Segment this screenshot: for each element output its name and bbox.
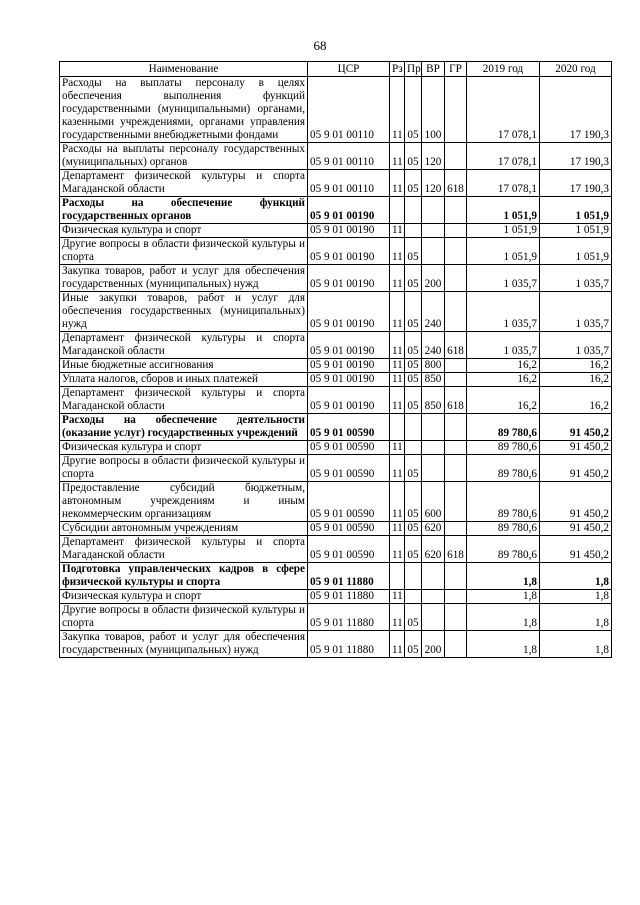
cell-name: Расходы на обеспечение функций государственных органов bbox=[60, 197, 308, 224]
cell-2019: 17 078,1 bbox=[467, 77, 540, 143]
cell-2019: 1 051,9 bbox=[467, 238, 540, 265]
cell-vr bbox=[422, 224, 445, 238]
cell-rz: 11 bbox=[390, 522, 405, 536]
cell-name: Закупка товаров, работ и услуг для обеспечения государственных (муниципальных) нужд bbox=[60, 265, 308, 292]
cell-2020: 16,2 bbox=[540, 359, 612, 373]
cell-name: Физическая культура и спорт bbox=[60, 224, 308, 238]
cell-2020: 17 190,3 bbox=[540, 77, 612, 143]
cell-vr: 100 bbox=[422, 77, 445, 143]
cell-vr: 240 bbox=[422, 292, 445, 332]
header-csr: ЦСР bbox=[308, 62, 390, 77]
cell-2019: 89 780,6 bbox=[467, 482, 540, 522]
table-row bbox=[60, 563, 612, 590]
cell-2020: 1 051,9 bbox=[540, 238, 612, 265]
cell-rz bbox=[390, 414, 405, 441]
cell-rz: 11 bbox=[390, 482, 405, 522]
cell-name: Закупка товаров, работ и услуг для обеспечения государственных (муниципальных) нужд bbox=[60, 631, 308, 658]
cell-csr: 05 9 01 00190 bbox=[308, 387, 390, 414]
table-row bbox=[60, 482, 612, 522]
cell-csr: 05 9 01 00590 bbox=[308, 414, 390, 441]
cell-name: Расходы на обеспечение деятельности (оказание услуг) государственных учреждений bbox=[60, 414, 308, 441]
table-row bbox=[60, 332, 612, 359]
cell-pr: 05 bbox=[405, 522, 422, 536]
cell-pr bbox=[405, 563, 422, 590]
cell-gr: 618 bbox=[445, 170, 467, 197]
table-row bbox=[60, 604, 612, 631]
cell-2019: 1,8 bbox=[467, 563, 540, 590]
cell-csr: 05 9 01 00590 bbox=[308, 536, 390, 563]
cell-vr: 620 bbox=[422, 536, 445, 563]
cell-csr: 05 9 01 00190 bbox=[308, 359, 390, 373]
page-number: 68 bbox=[313, 38, 327, 53]
cell-pr: 05 bbox=[405, 143, 422, 170]
cell-2019: 89 780,6 bbox=[467, 455, 540, 482]
cell-csr: 05 9 01 00190 bbox=[308, 224, 390, 238]
cell-pr: 05 bbox=[405, 332, 422, 359]
cell-vr bbox=[422, 563, 445, 590]
cell-name: Департамент физической культуры и спорта Магаданской области bbox=[60, 170, 308, 197]
cell-vr bbox=[422, 455, 445, 482]
cell-2020: 91 450,2 bbox=[540, 414, 612, 441]
cell-pr: 05 bbox=[405, 631, 422, 658]
cell-2020: 91 450,2 bbox=[540, 482, 612, 522]
cell-vr: 850 bbox=[422, 387, 445, 414]
cell-2020: 91 450,2 bbox=[540, 536, 612, 563]
cell-rz: 11 bbox=[390, 441, 405, 455]
cell-2020: 1,8 bbox=[540, 563, 612, 590]
cell-rz: 11 bbox=[390, 143, 405, 170]
cell-vr: 120 bbox=[422, 143, 445, 170]
cell-pr bbox=[405, 197, 422, 224]
table-row bbox=[60, 590, 612, 604]
cell-name: Расходы на выплаты персоналу государственных (муниципальных) органов bbox=[60, 143, 308, 170]
table-row bbox=[60, 441, 612, 455]
cell-name: Предоставление субсидий бюджетным, автономным учреждениям и иным некоммерческим организациям bbox=[60, 482, 308, 522]
cell-gr bbox=[445, 522, 467, 536]
cell-csr: 05 9 01 00590 bbox=[308, 455, 390, 482]
cell-rz: 11 bbox=[390, 590, 405, 604]
cell-rz: 11 bbox=[390, 631, 405, 658]
cell-gr: 618 bbox=[445, 536, 467, 563]
cell-2020: 17 190,3 bbox=[540, 143, 612, 170]
cell-2020: 1,8 bbox=[540, 590, 612, 604]
cell-csr: 05 9 01 00110 bbox=[308, 77, 390, 143]
cell-pr bbox=[405, 441, 422, 455]
cell-pr: 05 bbox=[405, 604, 422, 631]
header-vr: ВР bbox=[422, 62, 445, 77]
budget-table bbox=[59, 61, 612, 658]
cell-2020: 91 450,2 bbox=[540, 455, 612, 482]
cell-rz: 11 bbox=[390, 387, 405, 414]
cell-pr: 05 bbox=[405, 482, 422, 522]
cell-rz: 11 bbox=[390, 455, 405, 482]
cell-gr bbox=[445, 77, 467, 143]
cell-2019: 1 035,7 bbox=[467, 265, 540, 292]
cell-2020: 1 035,7 bbox=[540, 265, 612, 292]
table-row bbox=[60, 197, 612, 224]
cell-2019: 16,2 bbox=[467, 359, 540, 373]
cell-name: Субсидии автономным учреждениям bbox=[60, 522, 308, 536]
cell-2020: 16,2 bbox=[540, 373, 612, 387]
cell-gr bbox=[445, 373, 467, 387]
cell-gr bbox=[445, 441, 467, 455]
cell-2020: 1,8 bbox=[540, 604, 612, 631]
cell-2019: 17 078,1 bbox=[467, 170, 540, 197]
cell-rz: 11 bbox=[390, 170, 405, 197]
cell-gr bbox=[445, 224, 467, 238]
cell-csr: 05 9 01 11880 bbox=[308, 631, 390, 658]
table-row bbox=[60, 143, 612, 170]
cell-gr: 618 bbox=[445, 387, 467, 414]
cell-gr bbox=[445, 265, 467, 292]
cell-csr: 05 9 01 00190 bbox=[308, 197, 390, 224]
cell-rz: 11 bbox=[390, 332, 405, 359]
cell-2019: 89 780,6 bbox=[467, 522, 540, 536]
cell-vr: 240 bbox=[422, 332, 445, 359]
cell-csr: 05 9 01 00190 bbox=[308, 332, 390, 359]
cell-pr: 05 bbox=[405, 292, 422, 332]
cell-2019: 16,2 bbox=[467, 373, 540, 387]
cell-csr: 05 9 01 00190 bbox=[308, 238, 390, 265]
cell-rz bbox=[390, 563, 405, 590]
cell-pr: 05 bbox=[405, 387, 422, 414]
cell-name: Подготовка управленческих кадров в сфере физической культуры и спорта bbox=[60, 563, 308, 590]
cell-2020: 16,2 bbox=[540, 387, 612, 414]
cell-name: Иные бюджетные ассигнования bbox=[60, 359, 308, 373]
cell-gr bbox=[445, 455, 467, 482]
cell-2019: 1,8 bbox=[467, 631, 540, 658]
cell-vr bbox=[422, 414, 445, 441]
header-rz: Рз bbox=[390, 62, 405, 77]
cell-pr: 05 bbox=[405, 77, 422, 143]
cell-vr: 620 bbox=[422, 522, 445, 536]
cell-vr: 800 bbox=[422, 359, 445, 373]
cell-name: Департамент физической культуры и спорта Магаданской области bbox=[60, 332, 308, 359]
cell-pr: 05 bbox=[405, 359, 422, 373]
cell-rz bbox=[390, 197, 405, 224]
cell-name: Другие вопросы в области физической культуры и спорта bbox=[60, 455, 308, 482]
cell-csr: 05 9 01 00590 bbox=[308, 441, 390, 455]
header-name: Наименование bbox=[60, 62, 308, 77]
cell-vr: 600 bbox=[422, 482, 445, 522]
cell-rz: 11 bbox=[390, 238, 405, 265]
cell-2019: 1 051,9 bbox=[467, 197, 540, 224]
cell-pr: 05 bbox=[405, 265, 422, 292]
cell-2020: 1 035,7 bbox=[540, 332, 612, 359]
cell-csr: 05 9 01 00110 bbox=[308, 170, 390, 197]
cell-vr: 200 bbox=[422, 265, 445, 292]
cell-name: Другие вопросы в области физической культуры и спорта bbox=[60, 238, 308, 265]
header-2020: 2020 год bbox=[540, 62, 612, 77]
cell-2019: 1 035,7 bbox=[467, 292, 540, 332]
cell-2020: 91 450,2 bbox=[540, 441, 612, 455]
cell-gr bbox=[445, 631, 467, 658]
cell-2019: 89 780,6 bbox=[467, 536, 540, 563]
cell-2019: 16,2 bbox=[467, 387, 540, 414]
cell-pr bbox=[405, 414, 422, 441]
table-row bbox=[60, 170, 612, 197]
cell-csr: 05 9 01 00110 bbox=[308, 143, 390, 170]
cell-gr: 618 bbox=[445, 332, 467, 359]
cell-csr: 05 9 01 11880 bbox=[308, 563, 390, 590]
header-pr: Пр bbox=[405, 62, 422, 77]
table-row bbox=[60, 77, 612, 143]
table-row bbox=[60, 265, 612, 292]
cell-name: Расходы на выплаты персоналу в целях обеспечения выполнения функций государственными (муниципальными) органами, казенными учреждениями, органами управления государственными внебюджетными фондами bbox=[60, 77, 308, 143]
cell-2019: 17 078,1 bbox=[467, 143, 540, 170]
cell-name: Другие вопросы в области физической культуры и спорта bbox=[60, 604, 308, 631]
cell-rz: 11 bbox=[390, 292, 405, 332]
table-row bbox=[60, 373, 612, 387]
cell-2020: 1 051,9 bbox=[540, 197, 612, 224]
cell-csr: 05 9 01 00190 bbox=[308, 265, 390, 292]
table-row bbox=[60, 387, 612, 414]
cell-vr bbox=[422, 604, 445, 631]
cell-name: Физическая культура и спорт bbox=[60, 441, 308, 455]
cell-2019: 1,8 bbox=[467, 604, 540, 631]
cell-rz: 11 bbox=[390, 536, 405, 563]
cell-2019: 89 780,6 bbox=[467, 441, 540, 455]
table-header-row bbox=[60, 62, 612, 77]
cell-pr bbox=[405, 224, 422, 238]
cell-2019: 1 035,7 bbox=[467, 332, 540, 359]
cell-name: Физическая культура и спорт bbox=[60, 590, 308, 604]
table-row bbox=[60, 536, 612, 563]
table-row bbox=[60, 359, 612, 373]
cell-name: Департамент физической культуры и спорта Магаданской области bbox=[60, 536, 308, 563]
cell-csr: 05 9 01 11880 bbox=[308, 590, 390, 604]
cell-gr bbox=[445, 590, 467, 604]
cell-csr: 05 9 01 00190 bbox=[308, 373, 390, 387]
cell-csr: 05 9 01 00590 bbox=[308, 522, 390, 536]
cell-vr bbox=[422, 441, 445, 455]
cell-2020: 91 450,2 bbox=[540, 522, 612, 536]
cell-vr bbox=[422, 197, 445, 224]
cell-pr bbox=[405, 590, 422, 604]
cell-rz: 11 bbox=[390, 373, 405, 387]
cell-gr bbox=[445, 238, 467, 265]
cell-csr: 05 9 01 00190 bbox=[308, 292, 390, 332]
cell-2019: 1,8 bbox=[467, 590, 540, 604]
cell-gr bbox=[445, 359, 467, 373]
cell-vr: 200 bbox=[422, 631, 445, 658]
cell-pr: 05 bbox=[405, 536, 422, 563]
cell-2020: 17 190,3 bbox=[540, 170, 612, 197]
cell-name: Департамент физической культуры и спорта Магаданской области bbox=[60, 387, 308, 414]
cell-rz: 11 bbox=[390, 604, 405, 631]
cell-rz: 11 bbox=[390, 224, 405, 238]
cell-name: Уплата налогов, сборов и иных платежей bbox=[60, 373, 308, 387]
cell-gr bbox=[445, 604, 467, 631]
table-row bbox=[60, 522, 612, 536]
cell-pr: 05 bbox=[405, 455, 422, 482]
cell-2019: 89 780,6 bbox=[467, 414, 540, 441]
cell-rz: 11 bbox=[390, 77, 405, 143]
cell-vr bbox=[422, 238, 445, 265]
cell-gr bbox=[445, 563, 467, 590]
cell-pr: 05 bbox=[405, 170, 422, 197]
cell-pr: 05 bbox=[405, 373, 422, 387]
cell-2020: 1 051,9 bbox=[540, 224, 612, 238]
table-row bbox=[60, 238, 612, 265]
cell-gr bbox=[445, 414, 467, 441]
header-2019: 2019 год bbox=[467, 62, 540, 77]
cell-gr bbox=[445, 292, 467, 332]
cell-vr: 120 bbox=[422, 170, 445, 197]
cell-name: Иные закупки товаров, работ и услуг для обеспечения государственных (муниципальных) нужд bbox=[60, 292, 308, 332]
cell-pr: 05 bbox=[405, 238, 422, 265]
table-row bbox=[60, 414, 612, 441]
cell-gr bbox=[445, 197, 467, 224]
cell-csr: 05 9 01 11880 bbox=[308, 604, 390, 631]
cell-gr bbox=[445, 143, 467, 170]
cell-rz: 11 bbox=[390, 359, 405, 373]
table-row bbox=[60, 631, 612, 658]
cell-2019: 1 051,9 bbox=[467, 224, 540, 238]
cell-vr: 850 bbox=[422, 373, 445, 387]
table-row bbox=[60, 224, 612, 238]
cell-vr bbox=[422, 590, 445, 604]
cell-2020: 1,8 bbox=[540, 631, 612, 658]
cell-gr bbox=[445, 482, 467, 522]
cell-rz: 11 bbox=[390, 265, 405, 292]
table-row bbox=[60, 292, 612, 332]
cell-2020: 1 035,7 bbox=[540, 292, 612, 332]
header-gr: ГР bbox=[445, 62, 467, 77]
cell-csr: 05 9 01 00590 bbox=[308, 482, 390, 522]
table-row bbox=[60, 455, 612, 482]
